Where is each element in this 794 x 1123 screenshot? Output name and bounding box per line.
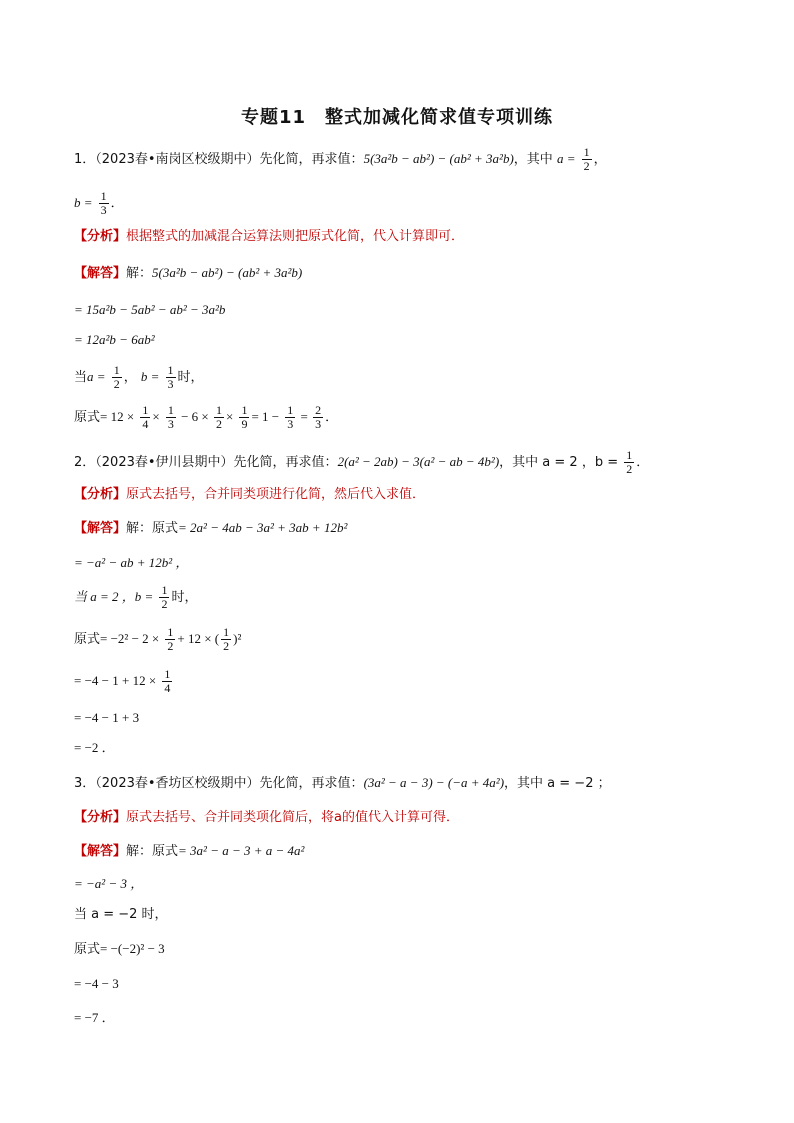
problem-number: 2． [74,455,96,470]
analysis-text: 根据整式的加减混合运算法则把原式化简，代入计算即可． [126,229,465,244]
solution-intro: 解：原式 [126,844,179,859]
final-prefix: 原式 [74,410,101,425]
fraction: $\frac{2}{3}$ [315,403,322,431]
problem-condition: ，其中 a = 2 ，b = [499,455,619,470]
final-eq: = 12 × [100,409,135,424]
when-suffix: 时， [177,370,204,385]
fraction: $\frac{1}{2}$ [583,145,590,173]
solution-expression: = 3a² − a − 3 + a − 4a² [178,843,305,858]
analysis-label: 【分析】 [74,487,127,502]
problem-source: （2023春•香坊区校级期中） [95,776,260,791]
problem-source: （2023春•伊川县期中） [95,455,234,470]
comma: ， [593,152,607,167]
problem-prompt: 先化简，再求值： [259,152,364,167]
problem-2-step-b [74,668,174,695]
solution-label: 【解答】 [74,844,127,859]
sub-prefix: 原式 [74,632,101,647]
a-eq: a = [556,151,576,166]
fraction: $\frac{1}{4}$ [164,667,171,695]
problem-source: （2023春•南岗区校级期中） [95,152,260,167]
problem-expression: (3a² − a − 3) − (−a + 4a²) [363,775,505,790]
problem-prompt: 先化简，再求值： [259,776,364,791]
analysis-label: 【分析】 [74,810,127,825]
solution-step: = 12a²b − 6ab² [74,332,155,347]
solution-step: = −a² − 3 ， [74,876,144,891]
solution-intro: 解：原式 [126,521,179,536]
period: ． [110,196,124,211]
problem-3-solution [74,841,304,862]
minus-six-times: − 6 × [177,409,212,424]
problem-3-substitution: 当 a = −2 时， [74,907,168,922]
fraction: $\frac{1}{3}$ [167,403,174,431]
page-title: 专题11 整式加减化简求值专项训练 [240,107,554,128]
problem-2-substitution [74,584,197,611]
when-label: 当 a = 2 ，b = [74,589,154,604]
b-eq: b = [74,195,93,210]
problem-number: 3． [74,776,96,791]
problem-expression: 2(a² − 2ab) − 3(a² − ab − 4b²) [337,454,500,469]
solution-step: = −4 − 1 + 3 [74,710,140,725]
fraction: $\frac{1}{2}$ [626,448,633,476]
problem-1-substitution [74,364,204,391]
sub-expression-b: + 12 × ( [177,631,220,646]
solution-step: = 15a²b − 5ab² − ab² − 3a²b [74,302,226,317]
analysis-text: 原式去括号、合并同类项化简后，将a的值代入计算可得． [126,810,459,825]
problem-1-solution [74,263,302,284]
period: ． [636,455,650,470]
solution-step: = −a² − ab + 12b² ， [74,555,189,570]
problem-1-final [74,404,338,431]
fraction: $\frac{1}{2}$ [223,625,230,653]
fraction: $\frac{1}{2}$ [161,583,168,611]
problem-1-analysis [74,227,464,247]
solution-label: 【解答】 [74,521,127,536]
fraction: $\frac{1}{2}$ [215,403,222,431]
equals-sign: = [297,409,312,424]
solution-expression: = 2a² − 4ab − 3a² + 3ab + 12b² [178,520,348,535]
times-sign: × [152,409,160,424]
problem-2-sub-expression [74,626,241,653]
fraction: $\frac{1}{3}$ [100,189,107,217]
a-eq: a = [87,369,106,384]
problem-2-statement [74,449,649,476]
solution-step: = −7 ． [74,1010,115,1025]
problem-3-analysis [74,808,459,828]
period: ． [325,410,339,425]
fraction: $\frac{1}{2}$ [113,363,120,391]
problem-1-condition-b [74,190,124,217]
sub-expression-a: = −2² − 2 × [100,631,160,646]
problem-2-solution [74,518,347,539]
sub-expression: = −(−2)² − 3 [100,941,165,956]
when-label: 当 [74,370,88,385]
fraction: $\frac{1}{9}$ [241,403,248,431]
solution-label: 【解答】 [74,266,127,281]
sub-expression-c: )² [233,631,242,646]
solution-step: = −4 − 1 + 12 × [74,673,157,688]
analysis-text: 原式去括号，合并同类项进行化简，然后代入求值． [126,487,426,502]
fraction: $\frac{1}{4}$ [142,403,149,431]
solution-intro: 解： [126,266,153,281]
fraction: $\frac{1}{3}$ [287,403,294,431]
when-suffix: 时， [171,590,198,605]
solution-expression: 5(3a²b − ab²) − (ab² + 3a²b) [152,265,303,280]
solution-step: = −2 ． [74,740,115,755]
solution-step: = −4 − 3 [74,976,119,991]
problem-3-sub-expression [74,939,165,960]
comma: ， [123,370,137,385]
fraction: $\frac{1}{2}$ [167,625,174,653]
condition-prefix: ，其中 [513,152,553,167]
problem-prompt: 先化简，再求值： [233,455,338,470]
problem-expression: 5(3a²b − ab²) − (ab² + 3a²b) [363,151,514,166]
problem-condition: ，其中 a = −2 ； [504,776,611,791]
sub-prefix: 原式 [74,942,101,957]
fraction: $\frac{1}{3}$ [167,363,174,391]
problem-2-analysis [74,485,425,505]
problem-number: 1． [74,152,96,167]
analysis-label: 【分析】 [74,229,127,244]
times-sign: × [225,409,234,424]
problem-1-statement [74,146,607,173]
final-result: = 1 − [251,409,280,424]
b-eq: b = [140,369,160,384]
problem-3-statement [74,773,611,794]
